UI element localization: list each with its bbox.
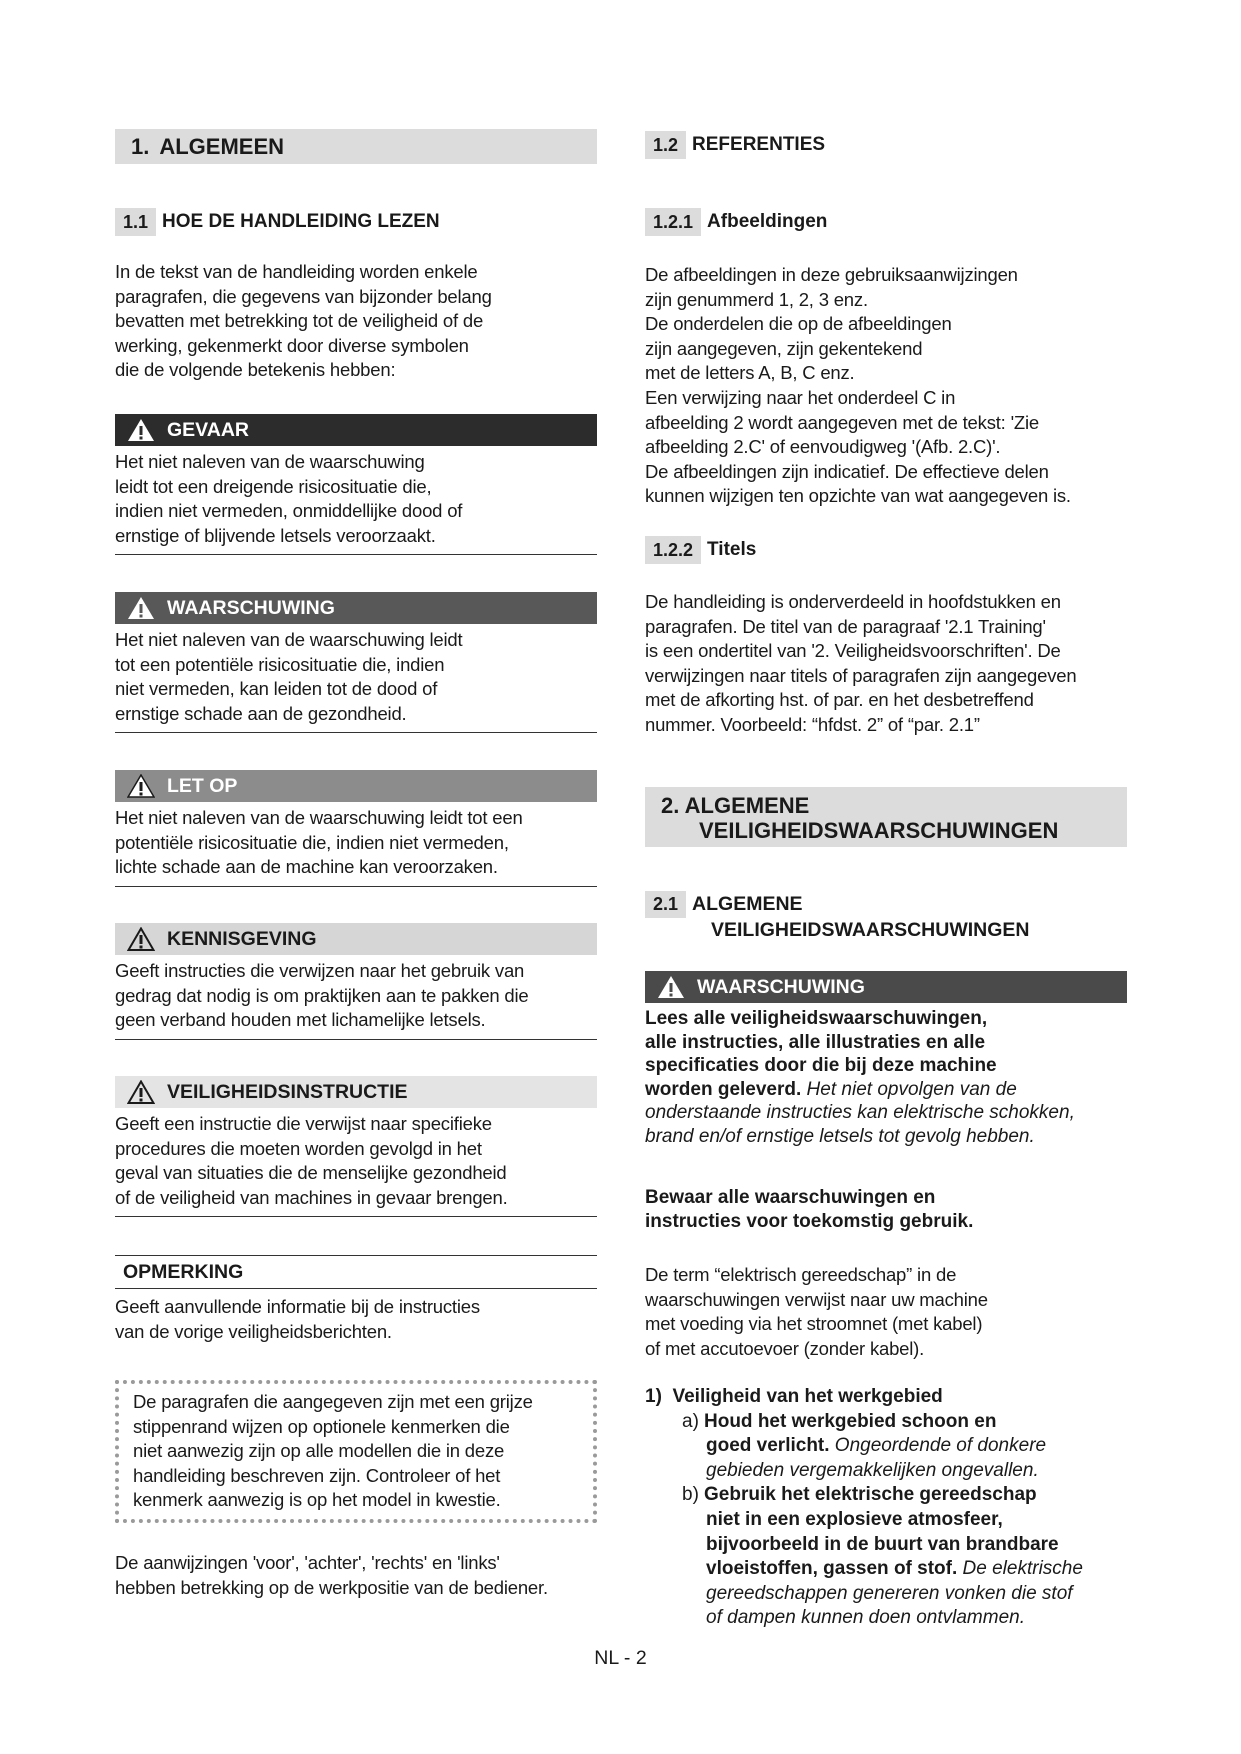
list-item-a: a) Houd het werkgebied schoon en goed verlicht. Ongeordende of donkere gebieden vergemakkelijken ongevallen. — [682, 1410, 1047, 1481]
warning-triangle-icon — [127, 418, 155, 442]
kennisgeving-text: Geeft instructies die verwijzen naar het gebruik van gedrag dat nodig is om praktijken aan te pakken die geen verband houden met lichamelijke letsels. — [115, 955, 597, 1040]
kennisgeving-bar — [115, 923, 597, 955]
section-number: 1. — [131, 134, 150, 159]
warning-triangle-icon — [657, 975, 685, 999]
safety-list — [645, 1385, 1130, 1631]
veiligheidsinstructie-block — [115, 1076, 597, 1217]
section-title-line2: VEILIGHEIDSWAARSCHUWINGEN — [699, 818, 1059, 843]
optional-features-note: De paragrafen die aangegeven zijn met een grijze stippenrand wijzen op optionele kenmerken die niet aanwezig zijn op alle modellen die in deze handleiding beschreven zijn. Controleer of het kenmerk aanwezig is op het model in kwestie. — [115, 1380, 597, 1523]
general-warning-bar — [645, 971, 1127, 1003]
veiligheidsinstructie-bar — [115, 1076, 597, 1108]
section-title-line1: ALGEMENE — [692, 893, 803, 915]
section-number: 2. — [661, 793, 680, 818]
kennisgeving-label: KENNISGEVING — [167, 928, 317, 950]
section-2-heading — [645, 787, 1127, 847]
waarschuwing-block — [115, 592, 597, 733]
section-number: 1.2.2 — [645, 536, 701, 564]
section-1-heading — [115, 129, 597, 164]
warning-triangle-icon — [127, 596, 155, 620]
warning-triangle-icon — [127, 1080, 155, 1104]
section-title: HOE DE HANDLEIDING LEZEN — [162, 211, 440, 232]
letop-text: Het niet naleven van de waarschuwing leidt tot een potentiële risicosituatie die, indien niet vermeden, lichte schade aan de machine kan veroorzaken. — [115, 802, 597, 887]
direction-note: De aanwijzingen 'voor', 'achter', 'rechts' en 'links' hebben betrekking op de werkpositie van de bediener. — [115, 1552, 548, 1598]
section-number: 1.1 — [115, 208, 156, 236]
intro-paragraph: In de tekst van de handleiding worden enkele paragrafen, die gegevens van bijzonder belang bevatten met betrekking tot de veiligheid of de werking, gekenmerkt door diverse symbolen die de volgende betekenis hebben: — [115, 261, 492, 381]
section-number: 2.1 — [645, 891, 686, 918]
waarschuwing-bar — [115, 592, 597, 624]
letop-bar — [115, 770, 597, 802]
section-title-line2: VEILIGHEIDSWAARSCHUWINGEN — [711, 919, 1030, 941]
veiligheidsinstructie-label: VEILIGHEIDSINSTRUCTIE — [167, 1081, 408, 1103]
letop-block — [115, 770, 597, 887]
section-title: Afbeeldingen — [707, 211, 828, 232]
kennisgeving-block — [115, 923, 597, 1040]
titels-paragraph: De handleiding is onderverdeeld in hoofdstukken en paragrafen. De titel van de paragraaf '2.1 Training' is een ondertitel van '2. Veiligheidsvoorschriften'. De verwijzingen naar titels of paragrafen zijn aangegeven met de afkorting hst. of par. en het desbetreffend nummer. Voorbeeld: “hfdst. 2” of “par. 2.1” — [645, 591, 1077, 735]
waarschuwing-label: WAARSCHUWING — [167, 597, 335, 619]
section-2-1-heading — [645, 891, 1030, 943]
general-warning-label: WAARSCHUWING — [697, 976, 865, 998]
section-number: 1.2 — [645, 131, 686, 159]
term-paragraph: De term “elektrisch gereedschap” in de waarschuwingen verwijst naar uw machine met voeding via het stroomnet (met kabel) of met accutoevoer (zonder kabel). — [645, 1264, 988, 1359]
section-title: Titels — [707, 539, 757, 560]
gevaar-label: GEVAAR — [167, 419, 249, 441]
page-number: NL - 2 — [594, 1647, 647, 1669]
list-item-1: 1) Veiligheid van het werkgebied — [645, 1386, 943, 1407]
section-1-2-1-heading — [645, 208, 827, 236]
letop-label: LET OP — [167, 775, 238, 797]
waarschuwing-text: Het niet naleven van de waarschuwing leidt tot een potentiële risicosituatie die, indien niet vermeden, kan leiden tot de dood of ernstige schade aan de gezondheid. — [115, 624, 597, 733]
section-1-2-2-heading — [645, 536, 756, 564]
opmerking-label: OPMERKING — [115, 1255, 597, 1289]
section-title: ALGEMEEN — [159, 134, 285, 159]
gevaar-bar — [115, 414, 597, 446]
afbeeldingen-paragraph: De afbeeldingen in deze gebruiksaanwijzingen zijn genummerd 1, 2, 3 enz. De onderdelen die op de afbeeldingen zijn aangegeven, zijn gekentekend met de letters A, B, C enz. Een verwijzing naar het onderdeel C in afbeelding 2 wordt aangegeven met de tekst: 'Zie afbeelding 2.C' of eenvoudigweg '(Afb. 2.C)'. De afbeeldingen zijn indicatief. De effectieve delen kunnen wijzigen ten opzichte van wat aangegeven is. — [645, 264, 1071, 507]
general-warning-text: Lees alle veiligheidswaarschuwingen, alle instructies, alle illustraties en alle specificaties door die bij deze machine worden geleverd. Het niet opvolgen van de onderstaande instructies kan elektrische schokken, brand en/of ernstige letsels tot gevolg hebben. — [645, 1008, 1075, 1147]
opmerking-text: Geeft aanvullende informatie bij de instructies van de vorige veiligheidsberichten. — [115, 1296, 480, 1342]
veiligheidsinstructie-text: Geeft een instructie die verwijst naar specifieke procedures die moeten worden gevolgd in het geval van situaties die de menselijke gezondheid of de veiligheid van machines in gevaar brengen. — [115, 1108, 597, 1217]
section-title: REFERENTIES — [692, 134, 826, 155]
section-1-1-heading — [115, 208, 440, 236]
general-warning-block — [645, 971, 1127, 1148]
gevaar-block — [115, 414, 597, 555]
section-title-line1: ALGEMENE — [684, 793, 810, 818]
section-number: 1.2.1 — [645, 208, 701, 236]
warning-triangle-icon — [127, 774, 155, 798]
opmerking-block — [115, 1255, 597, 1344]
warning-triangle-icon — [127, 927, 155, 951]
bewaar-paragraph: Bewaar alle waarschuwingen en instructies voor toekomstig gebruik. — [645, 1187, 974, 1232]
gevaar-text: Het niet naleven van de waarschuwing leidt tot een dreigende risicosituatie die, indien niet vermeden, onmiddellijke dood of ernstige of blijvende letsels veroorzaakt. — [115, 446, 597, 555]
list-item-b: b) Gebruik het elektrische gereedschap niet in een explosieve atmosfeer, bijvoorbeeld in de buurt van brandbare vloeistoffen, gassen of stof. De elektrische gereedschappen genereren vonken die stof of dampen kunnen doen ontvlammen. — [682, 1484, 1083, 1629]
section-1-2-heading — [645, 131, 825, 159]
